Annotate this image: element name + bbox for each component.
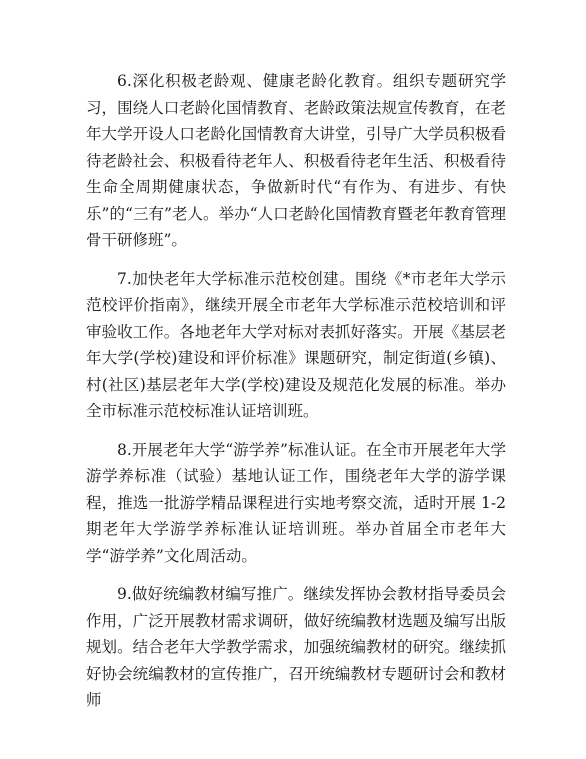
paragraph-item-8: 8.开展老年大学“游学养”标准认证。在全市开展老年大学游学养标准（试验）基地认证工作，围绕老年大学的游学课程，推选一批游学精品课程进行实地考察交流，适时开展 1-2 期老年大学游学养标准认证培训班。举办首届全市老年大学“游学养”文化周活动。 <box>86 440 506 565</box>
paragraph-item-9: 9.做好统编教材编写推广。继续发挥协会教材指导委员会作用，广泛开展教材需求调研，做好统编教材选题及编写出版规划。结合老年大学教学需求，加强统编教材的研究。继续抓好协会统编教材的宣传推广，召开统编教材专题研讨会和教材师 <box>86 585 506 709</box>
document-body <box>86 68 506 726</box>
paragraph-item-6: 6.深化积极老龄观、健康老龄化教育。组织专题研究学习，围绕人口老龄化国情教育、老龄政策法规宣传教育，在老年大学开设人口老龄化国情教育大讲堂，引导广大学员积极看待老龄社会、积极看待老年人、积极看待老年生活、积极看待生命全周期健康状态，争做新时代“有作为、有进步、有快乐”的“三有”老人。举办“人口老龄化国情教育暨老年教育管理骨干研修班”。 <box>86 72 506 249</box>
paragraph-item-7: 7.加快老年大学标准示范校创建。围绕《*市老年大学示范校评价指南》，继续开展全市老年大学标准示范校培训和评审验收工作。各地老年大学对标对表抓好落实。开展《基层老年大学(学校)建设和评价标准》课题研究，制定街道(乡镇)、村(社区)基层老年大学(学校)建设及规范化发展的标准。举办全市标准示范校标准认证培训班。 <box>86 269 506 420</box>
